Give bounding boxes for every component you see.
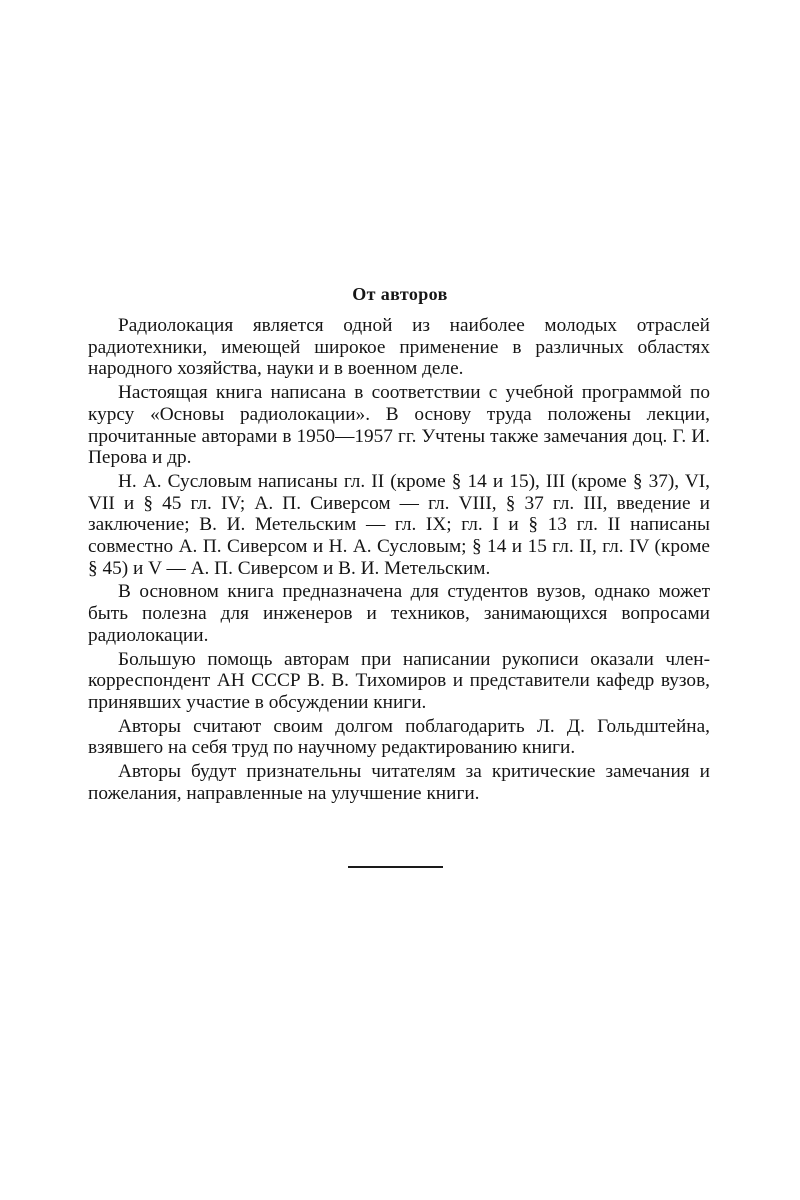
paragraph-7: Авторы будут признательны читателям за критические замечания и пожелания, направленные на улучшение книги. [88, 761, 710, 804]
paragraph-1: Радиолокация является одной из наиболее молодых отраслей радиотехники, имеющей широкое применение в различных областях народного хозяйства, науки и в военном деле. [88, 315, 710, 380]
paragraph-4: В основном книга предназначена для студентов вузов, однако может быть полезна для инженеров и техников, занимающихся вопросами радиолокации. [88, 581, 710, 646]
paragraph-5: Большую помощь авторам при написании рукописи оказали член-корреспондент АН СССР В. В. Тихомиров и представители кафедр вузов, принявших участие в обсуждении книги. [88, 648, 710, 713]
preface-body [88, 315, 710, 806]
section-heading: От авторов [352, 284, 448, 304]
paragraph-2: Настоящая книга написана в соответствии с учебной программой по курсу «Основы радиолокации». В основу труда положены лекции, прочитанные авторами в 1950—1957 гг. Учтены также замечания доц. Г. И. Перова и др. [88, 382, 710, 469]
paragraph-3: Н. А. Сусловым написаны гл. II (кроме § 14 и 15), III (кроме § 37), VI, VII и § 45 гл. IV; А. П. Сиверсом — гл. VIII, § 37 гл. III, введение и заключение; В. И. Метельским — гл. IX; гл. I и § 13 гл. II написаны совместно А. П. Сиверсом и Н. А. Сусловым; § 14 и 15 гл. II, гл. IV (кроме § 45) и V — А. П. Сиверсом и В. И. Метельским. [88, 470, 710, 579]
end-rule-divider [348, 866, 443, 868]
paragraph-6: Авторы считают своим долгом поблагодарить Л. Д. Гольдштейна, взявшего на себя труд по научному редактированию книги. [88, 715, 710, 759]
